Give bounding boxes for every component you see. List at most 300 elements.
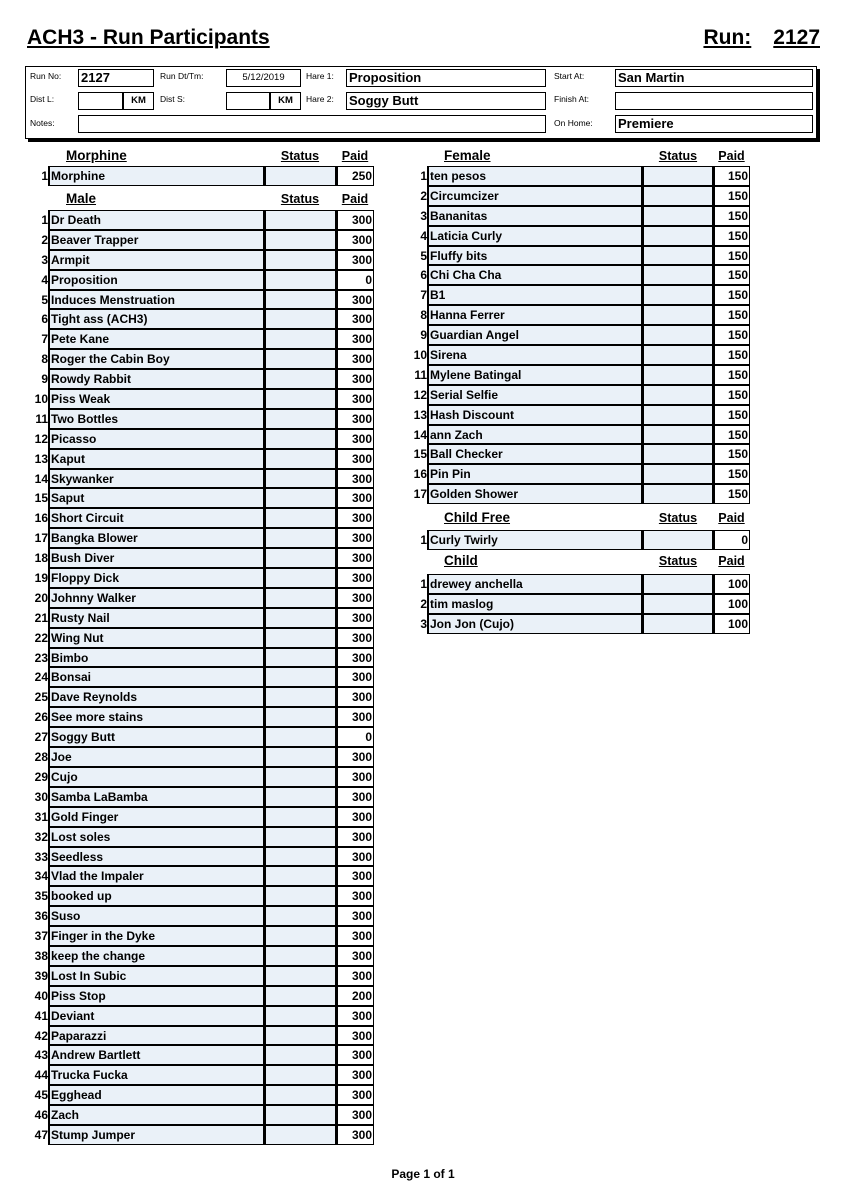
participant-name: Serial Selfie xyxy=(427,385,642,405)
status-cell[interactable] xyxy=(264,966,336,986)
table-row xyxy=(26,628,374,648)
participant-name: Piss Stop xyxy=(48,986,264,1006)
hare2-label: Hare 2: xyxy=(306,94,334,104)
status-cell[interactable] xyxy=(264,767,336,787)
row-number: 23 xyxy=(34,650,48,665)
dist-s-field[interactable] xyxy=(226,92,270,110)
table-row xyxy=(400,285,750,305)
participant-name: Bimbo xyxy=(48,648,264,668)
notes-field[interactable] xyxy=(78,115,546,133)
row-number: 3 xyxy=(420,208,427,223)
row-number: 35 xyxy=(34,889,48,904)
table-row xyxy=(400,226,750,246)
participant-name: Kaput xyxy=(48,449,264,469)
participant-name: Pin Pin xyxy=(427,464,642,484)
row-number: 8 xyxy=(41,352,48,367)
hare2-field[interactable]: Soggy Butt xyxy=(346,92,546,110)
status-cell[interactable] xyxy=(642,385,713,405)
male-header xyxy=(26,189,374,209)
row-number: 13 xyxy=(413,407,427,422)
participant-name: Golden Shower xyxy=(427,484,642,504)
female-paid-header: Paid xyxy=(718,149,745,163)
status-cell[interactable] xyxy=(264,628,336,648)
child-free-header xyxy=(400,508,750,528)
table-row xyxy=(400,206,750,226)
status-cell[interactable] xyxy=(642,574,713,594)
participant-name: ann Zach xyxy=(427,425,642,445)
status-cell[interactable] xyxy=(264,807,336,827)
participant-name: ten pesos xyxy=(427,166,642,186)
row-number: 31 xyxy=(34,809,48,824)
table-row xyxy=(26,1125,374,1145)
paid-amount: 150 xyxy=(713,464,750,484)
status-cell[interactable] xyxy=(264,548,336,568)
participant-name: Two Bottles xyxy=(48,409,264,429)
row-number: 34 xyxy=(34,869,48,884)
status-cell[interactable] xyxy=(642,206,713,226)
status-cell[interactable] xyxy=(264,667,336,687)
row-number: 4 xyxy=(420,228,427,243)
paid-amount: 150 xyxy=(713,246,750,266)
page-title: ACH3 - Run Participants xyxy=(27,26,270,49)
morphine-title: Morphine xyxy=(66,148,127,163)
status-cell[interactable] xyxy=(264,747,336,767)
status-cell[interactable] xyxy=(264,210,336,230)
status-cell[interactable] xyxy=(264,449,336,469)
run-header xyxy=(681,26,820,50)
table-row xyxy=(26,807,374,827)
male-paid-header: Paid xyxy=(341,192,369,206)
paid-amount: 300 xyxy=(336,409,374,429)
paid-amount: 0 xyxy=(713,530,750,550)
status-cell[interactable] xyxy=(264,827,336,847)
table-row xyxy=(26,588,374,608)
participant-name: Skywanker xyxy=(48,469,264,489)
status-cell[interactable] xyxy=(642,285,713,305)
paid-amount: 200 xyxy=(336,986,374,1006)
status-cell[interactable] xyxy=(264,727,336,747)
status-cell[interactable] xyxy=(264,250,336,270)
paid-amount: 300 xyxy=(336,1085,374,1105)
paid-amount: 300 xyxy=(336,866,374,886)
status-cell[interactable] xyxy=(264,270,336,290)
status-cell[interactable] xyxy=(264,469,336,489)
participant-name: Fluffy bits xyxy=(427,246,642,266)
status-cell[interactable] xyxy=(264,528,336,548)
paid-amount: 300 xyxy=(336,488,374,508)
table-row xyxy=(26,309,374,329)
onhome-label: On Home: xyxy=(554,118,593,128)
participant-name: Rowdy Rabbit xyxy=(48,369,264,389)
paid-amount: 150 xyxy=(713,325,750,345)
status-cell[interactable] xyxy=(264,886,336,906)
row-number: 3 xyxy=(420,616,427,631)
paid-amount: 150 xyxy=(713,226,750,246)
status-cell[interactable] xyxy=(264,866,336,886)
female-table xyxy=(400,166,750,504)
paid-amount: 300 xyxy=(336,886,374,906)
status-cell[interactable] xyxy=(264,1105,336,1125)
row-number: 10 xyxy=(34,392,48,407)
status-cell[interactable] xyxy=(264,926,336,946)
status-cell[interactable] xyxy=(264,906,336,926)
table-row xyxy=(26,568,374,588)
status-cell[interactable] xyxy=(642,305,713,325)
female-title: Female xyxy=(444,148,491,163)
paid-amount: 300 xyxy=(336,588,374,608)
dist-l-field[interactable] xyxy=(78,92,123,110)
table-row xyxy=(26,767,374,787)
status-cell[interactable] xyxy=(642,226,713,246)
paid-amount: 250 xyxy=(336,166,374,186)
row-number: 46 xyxy=(34,1108,48,1123)
table-row xyxy=(26,528,374,548)
participant-name: Jon Jon (Cujo) xyxy=(427,614,642,634)
status-cell[interactable] xyxy=(264,429,336,449)
paid-amount: 300 xyxy=(336,250,374,270)
participant-name: Paparazzi xyxy=(48,1026,264,1046)
table-row xyxy=(26,469,374,489)
row-number: 30 xyxy=(34,789,48,804)
row-number: 2 xyxy=(420,188,427,203)
status-cell[interactable] xyxy=(642,614,713,634)
row-number: 2 xyxy=(420,596,427,611)
status-cell[interactable] xyxy=(264,1006,336,1026)
status-cell[interactable] xyxy=(264,369,336,389)
dist-s-label: Dist S: xyxy=(160,94,186,104)
participant-name: Rusty Nail xyxy=(48,608,264,628)
paid-amount: 300 xyxy=(336,329,374,349)
table-row xyxy=(400,574,750,594)
status-cell[interactable] xyxy=(264,687,336,707)
table-row xyxy=(26,847,374,867)
participant-name: Finger in the Dyke xyxy=(48,926,264,946)
table-row xyxy=(26,1065,374,1085)
participant-name: B1 xyxy=(427,285,642,305)
status-cell[interactable] xyxy=(642,405,713,425)
participant-name: Floppy Dick xyxy=(48,568,264,588)
paid-amount: 300 xyxy=(336,568,374,588)
paid-amount: 300 xyxy=(336,1065,374,1085)
child-free-table xyxy=(400,530,750,550)
paid-amount: 300 xyxy=(336,389,374,409)
participant-name: Bangka Blower xyxy=(48,528,264,548)
paid-amount: 300 xyxy=(336,548,374,568)
paid-amount: 300 xyxy=(336,429,374,449)
child-status-header: Status xyxy=(658,554,698,568)
row-number: 11 xyxy=(35,411,48,426)
participant-name: Gold Finger xyxy=(48,807,264,827)
paid-amount: 300 xyxy=(336,508,374,528)
row-number: 12 xyxy=(413,387,427,402)
paid-amount: 300 xyxy=(336,687,374,707)
participant-name: Stump Jumper xyxy=(48,1125,264,1145)
paid-amount: 300 xyxy=(336,787,374,807)
paid-amount: 0 xyxy=(336,727,374,747)
paid-amount: 300 xyxy=(336,628,374,648)
participant-name: Pete Kane xyxy=(48,329,264,349)
participant-name: Hash Discount xyxy=(427,405,642,425)
table-row xyxy=(26,230,374,250)
row-number: 40 xyxy=(34,988,48,1003)
paid-amount: 150 xyxy=(713,385,750,405)
status-cell[interactable] xyxy=(264,787,336,807)
status-cell[interactable] xyxy=(264,1026,336,1046)
participant-name: Suso xyxy=(48,906,264,926)
status-cell[interactable] xyxy=(642,530,713,550)
participant-name: Dave Reynolds xyxy=(48,687,264,707)
table-row xyxy=(26,608,374,628)
start-field[interactable]: San Martin xyxy=(615,69,813,87)
participant-name: keep the change xyxy=(48,946,264,966)
status-cell[interactable] xyxy=(642,186,713,206)
row-number: 28 xyxy=(34,750,48,765)
row-number: 1 xyxy=(41,169,48,183)
participant-name: Induces Menstruation xyxy=(48,290,264,310)
finish-label: Finish At: xyxy=(554,94,589,104)
table-row xyxy=(26,270,374,290)
participant-name: Bonsai xyxy=(48,667,264,687)
hare1-field[interactable]: Proposition xyxy=(346,69,546,87)
morphine-status-header: Status xyxy=(280,149,320,163)
status-cell[interactable] xyxy=(642,246,713,266)
child-free-title: Child Free xyxy=(444,510,511,525)
table-row xyxy=(26,687,374,707)
finish-field[interactable] xyxy=(615,92,813,110)
paid-amount: 300 xyxy=(336,449,374,469)
row-number: 5 xyxy=(41,292,48,307)
paid-amount: 300 xyxy=(336,926,374,946)
row-number: 37 xyxy=(34,929,48,944)
status-cell[interactable] xyxy=(264,166,336,186)
participant-name: Laticia Curly xyxy=(427,226,642,246)
table-row xyxy=(26,886,374,906)
table-row xyxy=(400,305,750,325)
status-cell[interactable] xyxy=(264,648,336,668)
status-cell[interactable] xyxy=(264,488,336,508)
child-title: Child xyxy=(444,553,478,568)
row-number: 17 xyxy=(413,487,427,502)
row-number: 47 xyxy=(34,1127,48,1142)
row-number: 20 xyxy=(34,590,48,605)
row-number: 9 xyxy=(41,372,48,387)
morphine-paid-header: Paid xyxy=(341,149,369,163)
table-row xyxy=(400,464,750,484)
row-number: 45 xyxy=(34,1088,48,1103)
participant-name: Dr Death xyxy=(48,210,264,230)
table-row xyxy=(26,409,374,429)
status-cell[interactable] xyxy=(642,365,713,385)
table-row xyxy=(400,345,750,365)
row-number: 12 xyxy=(34,431,48,446)
status-cell[interactable] xyxy=(264,1125,336,1145)
row-number: 24 xyxy=(34,670,48,685)
row-number: 13 xyxy=(34,451,48,466)
paid-amount: 300 xyxy=(336,767,374,787)
status-cell[interactable] xyxy=(264,290,336,310)
paid-amount: 300 xyxy=(336,667,374,687)
onhome-field[interactable]: Premiere xyxy=(615,115,813,133)
participant-name: tim maslog xyxy=(427,594,642,614)
participant-name: Sirena xyxy=(427,345,642,365)
participant-name: Soggy Butt xyxy=(48,727,264,747)
participant-name: See more stains xyxy=(48,707,264,727)
run-no-label: Run No: xyxy=(30,71,62,81)
participant-name: Tight ass (ACH3) xyxy=(48,309,264,329)
row-number: 6 xyxy=(41,312,48,327)
participant-name: Bush Diver xyxy=(48,548,264,568)
status-cell[interactable] xyxy=(264,230,336,250)
row-number: 14 xyxy=(413,427,427,442)
participant-name: Samba LaBamba xyxy=(48,787,264,807)
run-dt-label: Run Dt/Tm: xyxy=(160,71,204,81)
status-cell[interactable] xyxy=(264,508,336,528)
paid-amount: 150 xyxy=(713,484,750,504)
morphine-header xyxy=(26,146,374,166)
paid-amount: 300 xyxy=(336,349,374,369)
row-number: 14 xyxy=(34,471,48,486)
row-number: 18 xyxy=(34,551,48,566)
paid-amount: 300 xyxy=(336,230,374,250)
paid-amount: 150 xyxy=(713,166,750,186)
table-row xyxy=(26,986,374,1006)
paid-amount: 300 xyxy=(336,608,374,628)
table-row xyxy=(26,727,374,747)
participant-name: Egghead xyxy=(48,1085,264,1105)
row-number: 27 xyxy=(34,730,48,745)
table-row xyxy=(26,707,374,727)
table-row xyxy=(26,429,374,449)
paid-amount: 100 xyxy=(713,594,750,614)
status-cell[interactable] xyxy=(264,349,336,369)
status-cell[interactable] xyxy=(264,409,336,429)
child-table xyxy=(400,574,750,634)
participant-name: Vlad the Impaler xyxy=(48,866,264,886)
status-cell[interactable] xyxy=(642,594,713,614)
run-no-field[interactable]: 2127 xyxy=(78,69,154,87)
table-row xyxy=(26,210,374,230)
status-cell[interactable] xyxy=(264,847,336,867)
table-row xyxy=(400,166,750,186)
participant-name: Curly Twirly xyxy=(427,530,642,550)
participant-name: Saput xyxy=(48,488,264,508)
row-number: 22 xyxy=(34,630,48,645)
participant-name: Trucka Fucka xyxy=(48,1065,264,1085)
status-cell[interactable] xyxy=(642,166,713,186)
status-cell[interactable] xyxy=(264,588,336,608)
participant-name: Wing Nut xyxy=(48,628,264,648)
child-free-paid-header: Paid xyxy=(718,511,745,525)
table-row xyxy=(26,548,374,568)
row-number: 21 xyxy=(34,610,48,625)
row-number: 16 xyxy=(413,467,427,482)
table-row xyxy=(26,1026,374,1046)
status-cell[interactable] xyxy=(264,1045,336,1065)
paid-amount: 300 xyxy=(336,469,374,489)
paid-amount: 300 xyxy=(336,1026,374,1046)
paid-amount: 300 xyxy=(336,1006,374,1026)
participant-name: Picasso xyxy=(48,429,264,449)
paid-amount: 300 xyxy=(336,290,374,310)
status-cell[interactable] xyxy=(264,1085,336,1105)
status-cell[interactable] xyxy=(264,707,336,727)
row-number: 32 xyxy=(34,829,48,844)
table-row xyxy=(26,250,374,270)
table-row xyxy=(400,186,750,206)
female-status-header: Status xyxy=(658,149,698,163)
paid-amount: 300 xyxy=(336,847,374,867)
participant-name: drewey anchella xyxy=(427,574,642,594)
child-paid-header: Paid xyxy=(718,554,745,568)
status-cell[interactable] xyxy=(642,265,713,285)
status-cell[interactable] xyxy=(264,1065,336,1085)
page-footer: Page 1 of 1 xyxy=(391,1167,455,1181)
paid-amount: 300 xyxy=(336,946,374,966)
status-cell[interactable] xyxy=(264,389,336,409)
status-cell[interactable] xyxy=(642,325,713,345)
table-row xyxy=(26,747,374,767)
status-cell[interactable] xyxy=(264,329,336,349)
table-row xyxy=(26,1006,374,1026)
paid-amount: 150 xyxy=(713,365,750,385)
participant-name: Johnny Walker xyxy=(48,588,264,608)
row-number: 42 xyxy=(34,1028,48,1043)
table-row xyxy=(26,827,374,847)
morphine-table xyxy=(26,166,374,186)
status-cell[interactable] xyxy=(264,568,336,588)
participant-name: Seedless xyxy=(48,847,264,867)
table-row xyxy=(26,488,374,508)
row-number: 2 xyxy=(41,232,48,247)
status-cell[interactable] xyxy=(642,345,713,365)
participant-name: Roger the Cabin Boy xyxy=(48,349,264,369)
paid-amount: 300 xyxy=(336,648,374,668)
row-number: 15 xyxy=(34,491,48,506)
paid-amount: 300 xyxy=(336,966,374,986)
participant-name: Chi Cha Cha xyxy=(427,265,642,285)
dist-s-unit: KM xyxy=(270,92,301,110)
paid-amount: 150 xyxy=(713,206,750,226)
participant-name: Circumcizer xyxy=(427,186,642,206)
status-cell[interactable] xyxy=(642,444,713,464)
status-cell[interactable] xyxy=(642,425,713,445)
paid-amount: 150 xyxy=(713,265,750,285)
status-cell[interactable] xyxy=(264,986,336,1006)
status-cell[interactable] xyxy=(264,309,336,329)
row-number: 11 xyxy=(414,367,427,382)
table-row xyxy=(26,349,374,369)
hare1-label: Hare 1: xyxy=(306,71,334,81)
table-row xyxy=(26,166,374,186)
participant-name: Short Circuit xyxy=(48,508,264,528)
paid-amount: 300 xyxy=(336,369,374,389)
run-dt-field[interactable]: 5/12/2019 xyxy=(226,69,301,87)
row-number: 7 xyxy=(41,332,48,347)
status-cell[interactable] xyxy=(642,484,713,504)
status-cell[interactable] xyxy=(642,464,713,484)
table-row xyxy=(26,329,374,349)
status-cell[interactable] xyxy=(264,946,336,966)
row-number: 44 xyxy=(34,1068,48,1083)
row-number: 33 xyxy=(34,849,48,864)
participant-name: Mylene Batingal xyxy=(427,365,642,385)
status-cell[interactable] xyxy=(264,608,336,628)
row-number: 26 xyxy=(34,710,48,725)
table-row xyxy=(400,425,750,445)
paid-amount: 150 xyxy=(713,425,750,445)
participant-name: Deviant xyxy=(48,1006,264,1026)
row-number: 5 xyxy=(420,248,427,263)
